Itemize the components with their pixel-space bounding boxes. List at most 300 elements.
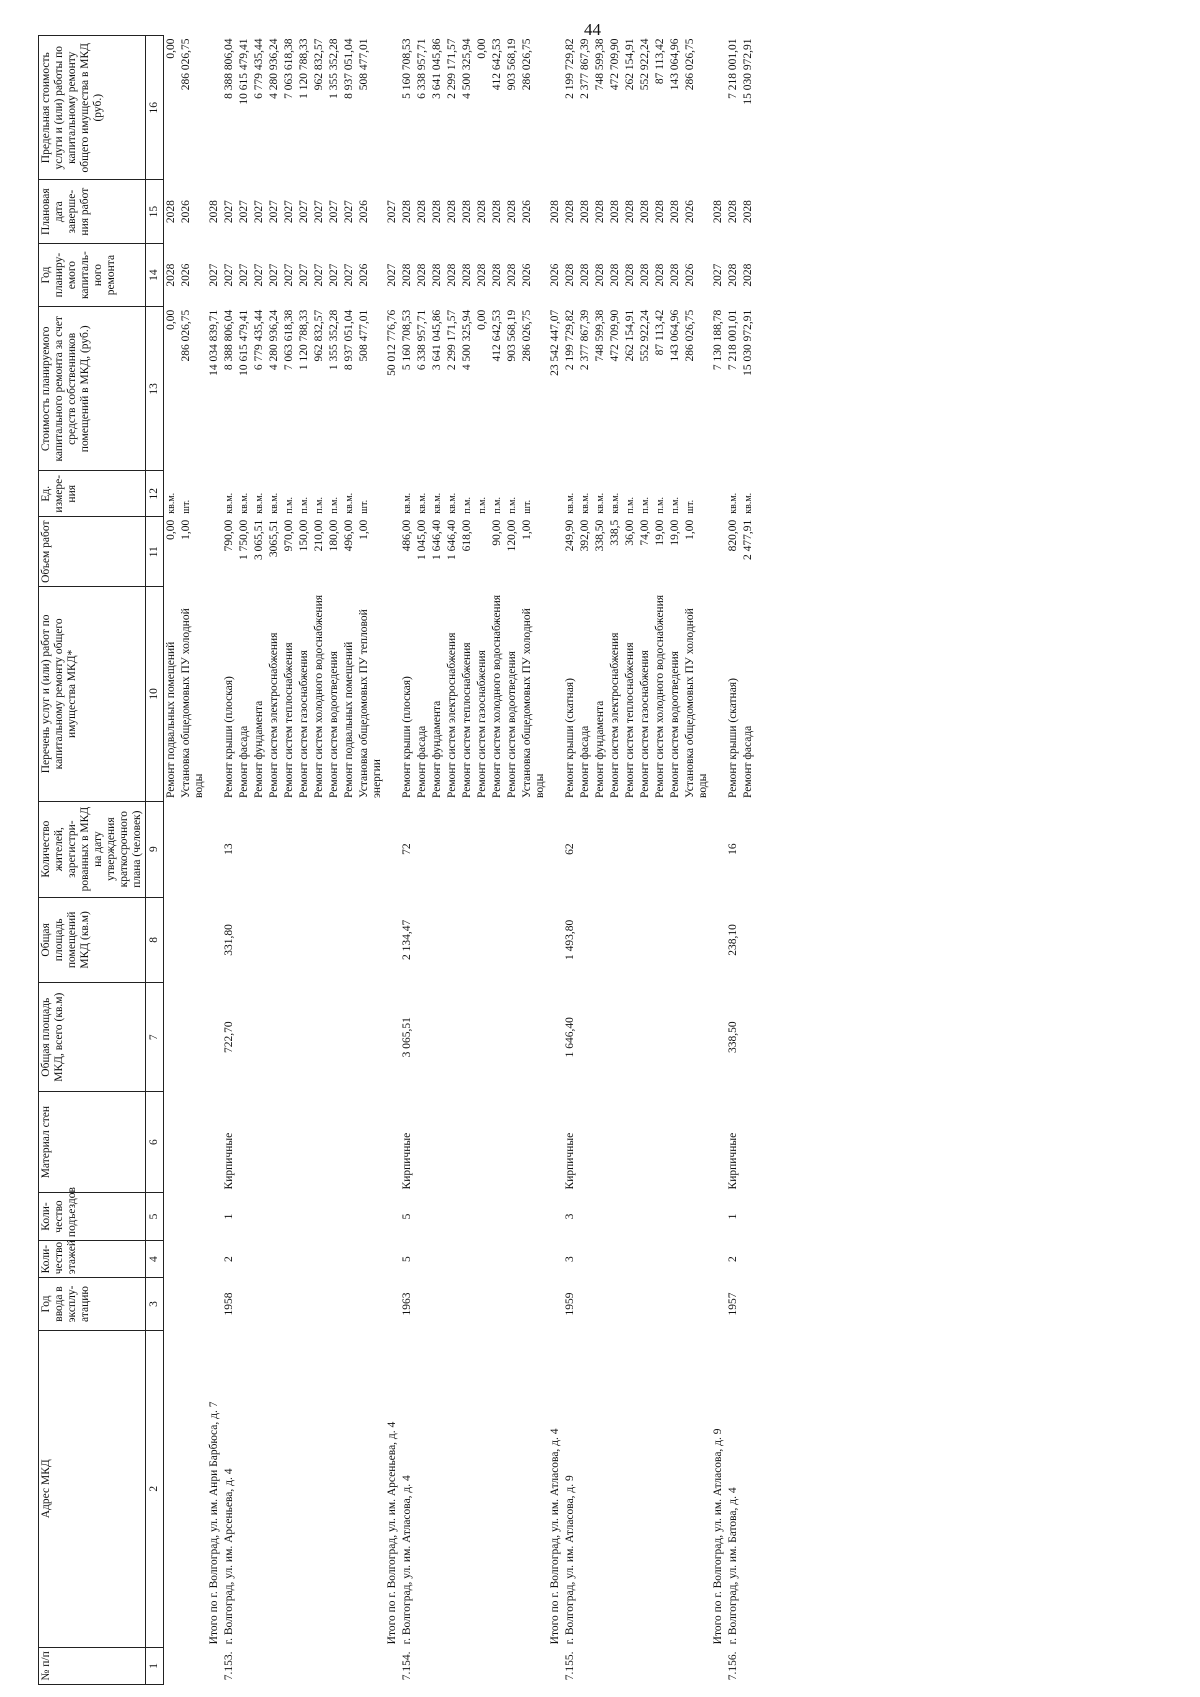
unit-cell: п.м. — [477, 497, 488, 514]
residents-cell — [297, 801, 312, 897]
work-volume-cell: 618,00 — [461, 519, 473, 552]
table-row — [490, 36, 505, 1685]
unit-cell — [711, 471, 726, 517]
planned-cost-cell: 2 199 729,82 — [564, 309, 576, 371]
row-number — [327, 1647, 342, 1684]
work-type-cell — [711, 587, 726, 801]
total-area-cell — [593, 983, 608, 1092]
floors-cell — [593, 1241, 608, 1278]
floors-cell — [460, 1241, 475, 1278]
completion-date-cell: 2028 — [564, 200, 576, 224]
completion-date-cell: 2028 — [491, 200, 503, 224]
column-header: Общая площадь МКД, всего (кв.м) — [39, 983, 146, 1092]
total-area-cell — [668, 983, 683, 1092]
limit-cost-cell: 10 615 479,41 — [238, 38, 250, 105]
row-number — [445, 1647, 460, 1684]
entrances-cell — [164, 1192, 180, 1240]
rooms-area-cell — [430, 897, 445, 982]
column-number: 4 — [146, 1241, 164, 1278]
address-cell — [608, 1330, 623, 1647]
address-cell: г. Волгоград, ул. им. Атласова, д. 9 — [564, 1475, 576, 1645]
residents-cell — [638, 801, 653, 897]
year-built-cell — [668, 1278, 683, 1330]
total-area-cell — [505, 983, 520, 1092]
completion-date-cell: 2028 — [669, 200, 681, 224]
row-number — [520, 1647, 548, 1684]
rooms-area-cell — [282, 897, 297, 982]
entrances-cell — [548, 1192, 563, 1240]
entrances-cell — [668, 1192, 683, 1240]
floors-cell — [475, 1241, 490, 1278]
completion-date-cell: 2027 — [253, 200, 265, 224]
planned-cost-cell: 87 113,42 — [654, 309, 666, 356]
work-volume-cell: 19,00 — [669, 519, 681, 546]
table-row — [623, 36, 638, 1685]
limit-cost-cell — [711, 36, 726, 180]
floors-cell — [267, 1241, 282, 1278]
residents-cell — [653, 801, 668, 897]
rooms-area-cell — [164, 897, 180, 982]
year-built-cell — [711, 1278, 726, 1330]
table-row — [608, 36, 623, 1685]
residents-cell — [593, 801, 608, 897]
rooms-area-cell — [608, 897, 623, 982]
total-area-cell: 1 646,40 — [564, 1017, 576, 1058]
planned-cost-cell: 7 218 001,01 — [727, 309, 739, 371]
floors-cell — [237, 1241, 252, 1278]
repair-year-cell: 2028 — [506, 263, 518, 287]
wall-material-cell — [578, 1092, 593, 1193]
repair-year-cell: 2028 — [579, 263, 591, 287]
total-area-cell — [282, 983, 297, 1092]
column-number: 9 — [146, 801, 164, 897]
table-row — [415, 36, 430, 1685]
row-number — [668, 1647, 683, 1684]
row-number — [475, 1647, 490, 1684]
address-cell — [668, 1330, 683, 1647]
residents-cell — [342, 801, 357, 897]
wall-material-cell — [207, 1092, 222, 1193]
year-built-cell: 1959 — [564, 1292, 576, 1316]
wall-material-cell — [623, 1092, 638, 1193]
work-volume-cell: 19,00 — [654, 519, 666, 546]
unit-cell — [548, 471, 563, 517]
column-number: 10 — [146, 587, 164, 801]
table-row — [179, 36, 207, 1685]
repair-year-cell: 2026 — [549, 263, 561, 287]
rooms-area-cell — [267, 897, 282, 982]
header-row — [39, 36, 146, 1685]
year-built-cell — [578, 1278, 593, 1330]
rooms-area-cell — [179, 897, 207, 982]
limit-cost-cell: 903 568,19 — [506, 38, 518, 91]
residents-cell: 72 — [401, 843, 413, 855]
column-header: № п/п — [39, 1647, 146, 1684]
table-row — [222, 36, 237, 1685]
wall-material-cell — [312, 1092, 327, 1193]
limit-cost-cell: 6 338 957,71 — [416, 38, 428, 99]
rooms-area-cell — [252, 897, 267, 982]
address-cell — [593, 1330, 608, 1647]
work-type-cell — [548, 587, 563, 801]
work-volume-cell: 338,5 — [609, 519, 621, 546]
residents-cell — [327, 801, 342, 897]
limit-cost-cell: 412 642,53 — [491, 38, 503, 91]
limit-cost-cell: 8 937 051,04 — [343, 38, 355, 99]
total-area-cell — [267, 983, 282, 1092]
column-header: Год планиру-емого капиталь-ного ремонта — [39, 243, 146, 306]
work-type-cell: Ремонт фасада — [238, 725, 250, 799]
planned-cost-cell: 7 130 188,78 — [712, 309, 724, 371]
rooms-area-cell — [741, 897, 756, 982]
column-header: Плановая дата заверше-ния работ — [39, 180, 146, 243]
row-number — [267, 1647, 282, 1684]
planned-cost-cell: 6 338 957,71 — [416, 309, 428, 371]
row-number — [623, 1647, 638, 1684]
work-volume-cell: 1,00 — [358, 519, 370, 540]
unit-cell: п.м. — [625, 497, 636, 514]
rooms-area-cell — [237, 897, 252, 982]
work-volume-cell — [475, 517, 490, 587]
table-row — [312, 36, 327, 1685]
residents-cell — [490, 801, 505, 897]
rooms-area-cell — [683, 897, 711, 982]
residents-cell — [385, 801, 400, 897]
table-row — [430, 36, 445, 1685]
completion-date-cell: 2028 — [401, 200, 413, 224]
entrances-cell — [475, 1192, 490, 1240]
limit-cost-cell: 143 064,96 — [669, 38, 681, 91]
work-type-cell: Ремонт подвальных помещений — [165, 641, 177, 799]
year-built-cell: 1963 — [401, 1292, 413, 1316]
repair-year-cell: 2028 — [416, 263, 428, 287]
planned-cost-cell: 552 922,24 — [639, 309, 651, 362]
unit-cell: п.м. — [284, 497, 295, 514]
unit-cell: п.м. — [462, 497, 473, 514]
floors-cell — [207, 1241, 222, 1278]
limit-cost-cell: 3 641 045,86 — [431, 38, 443, 99]
year-built-cell — [548, 1278, 563, 1330]
rooms-area-cell — [490, 897, 505, 982]
address-cell — [683, 1330, 711, 1647]
planned-cost-cell: 10 615 479,41 — [238, 309, 250, 376]
completion-date-cell: 2028 — [712, 200, 724, 224]
repair-year-cell: 2028 — [431, 263, 443, 287]
repair-year-cell: 2027 — [238, 263, 250, 287]
limit-cost-cell — [385, 36, 400, 180]
entrances-cell — [623, 1192, 638, 1240]
row-number — [179, 1647, 207, 1684]
total-area-cell — [608, 983, 623, 1092]
year-built-cell — [638, 1278, 653, 1330]
residents-cell — [460, 801, 475, 897]
unit-cell: кв.м. — [728, 492, 739, 514]
work-type-cell: Ремонт систем холодного водоснабжения — [654, 594, 666, 799]
address-cell: г. Волгоград, ул. им. Атласова, д. 4 — [401, 1475, 413, 1645]
subtotal-row — [711, 36, 726, 1685]
repair-year-cell: 2027 — [343, 263, 355, 287]
column-number-row — [146, 36, 164, 1685]
wall-material-cell — [505, 1092, 520, 1193]
work-volume-cell: 392,00 — [579, 519, 591, 552]
table-row — [563, 36, 578, 1685]
entrances-cell: 1 — [727, 1213, 739, 1220]
work-volume-cell: 1 646,40 — [431, 519, 443, 560]
address-cell — [179, 1330, 207, 1647]
entrances-cell — [312, 1192, 327, 1240]
planned-cost-cell: 286 026,75 — [521, 309, 533, 362]
entrances-cell — [683, 1192, 711, 1240]
work-type-cell: Установка общедомовых ПУ тепловой энергии — [358, 609, 383, 799]
total-area-cell: 338,50 — [727, 1021, 739, 1053]
total-area-cell — [653, 983, 668, 1092]
completion-date-cell: 2027 — [328, 200, 340, 224]
wall-material-cell — [653, 1092, 668, 1193]
wall-material-cell — [593, 1092, 608, 1193]
table-row — [653, 36, 668, 1685]
total-area-cell — [460, 983, 475, 1092]
address-cell — [237, 1330, 252, 1647]
year-built-cell — [490, 1278, 505, 1330]
repair-year-cell: 2028 — [461, 263, 473, 287]
planned-cost-cell: 0,00 — [165, 309, 177, 330]
entrances-cell — [179, 1192, 207, 1240]
total-area-cell — [357, 983, 385, 1092]
table-row — [267, 36, 282, 1685]
table-row — [400, 36, 415, 1685]
table-row — [741, 36, 756, 1685]
entrances-cell — [385, 1192, 400, 1240]
unit-cell: п.м. — [655, 497, 666, 514]
floors-cell — [164, 1241, 180, 1278]
row-number — [282, 1647, 297, 1684]
wall-material-cell — [252, 1092, 267, 1193]
repair-year-cell: 2027 — [223, 263, 235, 287]
year-built-cell — [164, 1278, 180, 1330]
year-built-cell: 1958 — [223, 1292, 235, 1316]
completion-date-cell: 2027 — [343, 200, 355, 224]
residents-cell — [357, 801, 385, 897]
limit-cost-cell: 286 026,75 — [180, 38, 192, 91]
floors-cell — [608, 1241, 623, 1278]
completion-date-cell: 2028 — [549, 200, 561, 224]
wall-material-cell — [415, 1092, 430, 1193]
table-row — [297, 36, 312, 1685]
year-built-cell — [357, 1278, 385, 1330]
repair-year-cell: 2028 — [727, 263, 739, 287]
completion-date-cell: 2026 — [180, 200, 192, 224]
work-type-cell: Ремонт систем газоснабжения — [476, 650, 488, 799]
table-row — [445, 36, 460, 1685]
column-header: Объем работ — [39, 517, 146, 587]
repair-year-cell: 2028 — [669, 263, 681, 287]
work-type-cell: Ремонт систем электроснабжения — [446, 632, 458, 799]
limit-cost-cell: 7 063 618,38 — [283, 38, 295, 99]
wall-material-cell: Кирпичные — [223, 1132, 235, 1190]
total-area-cell — [207, 983, 222, 1092]
table-row — [357, 36, 385, 1685]
row-number — [741, 1647, 756, 1684]
repair-year-cell: 2028 — [564, 263, 576, 287]
floors-cell — [385, 1241, 400, 1278]
wall-material-cell — [520, 1092, 548, 1193]
completion-date-cell: 2028 — [742, 200, 754, 224]
address-cell — [520, 1330, 548, 1647]
work-type-cell: Ремонт систем газоснабжения — [639, 650, 651, 799]
limit-cost-cell: 4 500 325,94 — [461, 38, 473, 99]
total-area-cell — [520, 983, 548, 1092]
table-row — [460, 36, 475, 1685]
year-built-cell — [327, 1278, 342, 1330]
column-header: Количество жителей, зарегистри-рованных в МКД на дату утверждения краткосрочного плана (человек) — [39, 801, 146, 897]
completion-date-cell: 2026 — [521, 200, 533, 224]
planned-cost-cell: 1 355 352,28 — [328, 309, 340, 371]
unit-cell: кв.м. — [610, 492, 621, 514]
floors-cell — [252, 1241, 267, 1278]
limit-cost-cell: 262 154,91 — [624, 38, 636, 91]
rooms-area-cell — [548, 897, 563, 982]
residents-cell — [578, 801, 593, 897]
residents-cell: 62 — [564, 843, 576, 855]
rooms-area-cell: 2 134,47 — [401, 919, 413, 960]
completion-date-cell: 2028 — [609, 200, 621, 224]
year-built-cell — [297, 1278, 312, 1330]
unit-cell: п.м. — [329, 497, 340, 514]
residents-cell — [415, 801, 430, 897]
wall-material-cell — [741, 1092, 756, 1193]
planned-cost-cell: 962 832,57 — [313, 309, 325, 362]
rooms-area-cell — [505, 897, 520, 982]
unit-cell: п.м. — [670, 497, 681, 514]
repair-year-cell: 2026 — [180, 263, 192, 287]
entrances-cell — [415, 1192, 430, 1240]
total-area-cell — [297, 983, 312, 1092]
work-volume-cell: 3065,51 — [268, 519, 280, 558]
unit-cell: кв.м. — [269, 492, 280, 514]
rooms-area-cell — [297, 897, 312, 982]
row-number — [653, 1647, 668, 1684]
unit-cell: кв.м. — [166, 492, 177, 514]
floors-cell — [179, 1241, 207, 1278]
limit-cost-cell: 8 388 806,04 — [223, 38, 235, 99]
residents-cell — [179, 801, 207, 897]
work-volume-cell — [711, 517, 726, 587]
completion-date-cell: 2027 — [313, 200, 325, 224]
work-volume-cell: 150,00 — [298, 519, 310, 552]
address-cell — [415, 1330, 430, 1647]
row-number — [415, 1647, 430, 1684]
limit-cost-cell: 4 280 936,24 — [268, 38, 280, 99]
year-built-cell — [415, 1278, 430, 1330]
row-number — [430, 1647, 445, 1684]
row-number — [342, 1647, 357, 1684]
repair-year-cell: 2028 — [609, 263, 621, 287]
wall-material-cell — [490, 1092, 505, 1193]
column-header: Год ввода в эксплу-атацию — [39, 1278, 146, 1330]
total-area-cell — [312, 983, 327, 1092]
work-type-cell: Ремонт фасада — [416, 725, 428, 799]
limit-cost-cell: 6 779 435,44 — [253, 38, 265, 99]
entrances-cell: 5 — [401, 1213, 413, 1220]
wall-material-cell — [267, 1092, 282, 1193]
completion-date-cell: 2028 — [594, 200, 606, 224]
address-cell — [623, 1330, 638, 1647]
residents-cell — [430, 801, 445, 897]
rooms-area-cell — [653, 897, 668, 982]
floors-cell — [505, 1241, 520, 1278]
work-volume-cell: 496,00 — [343, 519, 355, 552]
planned-cost-cell: 412 642,53 — [491, 309, 503, 362]
rooms-area-cell: 331,80 — [223, 924, 235, 956]
work-type-cell: Ремонт крыши (скатная) — [727, 678, 739, 799]
planned-cost-cell: 4 500 325,94 — [461, 309, 473, 371]
column-header: Адрес МКД — [39, 1330, 146, 1647]
column-number: 14 — [146, 243, 164, 306]
row-number — [385, 1647, 400, 1684]
total-area-cell — [164, 983, 180, 1092]
table-row — [668, 36, 683, 1685]
rooms-area-cell — [312, 897, 327, 982]
subtotal-row — [385, 36, 400, 1685]
row-number: 7.154. — [401, 1651, 413, 1681]
total-area-cell — [179, 983, 207, 1092]
repair-year-cell: 2027 — [386, 263, 398, 287]
rooms-area-cell — [207, 897, 222, 982]
residents-cell — [164, 801, 180, 897]
year-built-cell — [282, 1278, 297, 1330]
residents-cell — [741, 801, 756, 897]
floors-cell — [415, 1241, 430, 1278]
planned-cost-cell: 4 280 936,24 — [268, 309, 280, 371]
address-cell — [460, 1330, 475, 1647]
work-type-cell: Ремонт фасада — [579, 725, 591, 799]
wall-material-cell — [460, 1092, 475, 1193]
floors-cell: 5 — [401, 1256, 413, 1263]
entrances-cell: 3 — [564, 1213, 576, 1220]
work-volume-cell: 2 477,91 — [742, 519, 754, 560]
repair-year-cell: 2028 — [476, 263, 488, 287]
work-volume-cell: 180,00 — [328, 519, 340, 552]
unit-cell: шт. — [181, 499, 192, 514]
entrances-cell — [741, 1192, 756, 1240]
planned-cost-cell: 14 034 839,71 — [208, 309, 220, 376]
capital-repair-table — [38, 35, 756, 1685]
limit-cost-cell: 472 709,90 — [609, 38, 621, 91]
floors-cell: 2 — [727, 1256, 739, 1263]
repair-year-cell: 2027 — [712, 263, 724, 287]
year-built-cell — [252, 1278, 267, 1330]
entrances-cell — [207, 1192, 222, 1240]
wall-material-cell — [164, 1092, 180, 1193]
wall-material-cell — [711, 1092, 726, 1193]
entrances-cell — [593, 1192, 608, 1240]
work-volume-cell: 486,00 — [401, 519, 413, 552]
address-cell — [267, 1330, 282, 1647]
floors-cell — [282, 1241, 297, 1278]
wall-material-cell — [445, 1092, 460, 1193]
work-volume-cell: 1,00 — [521, 519, 533, 540]
total-area-cell — [638, 983, 653, 1092]
limit-cost-cell: 87 113,42 — [654, 38, 666, 85]
work-volume-cell: 1 750,00 — [238, 519, 250, 560]
unit-cell: п.м. — [640, 497, 651, 514]
unit-cell: кв.м. — [565, 492, 576, 514]
repair-year-cell: 2027 — [298, 263, 310, 287]
floors-cell — [490, 1241, 505, 1278]
row-number: 7.153. — [223, 1651, 235, 1681]
work-type-cell: Ремонт подвальных помещений — [343, 641, 355, 799]
limit-cost-cell: 2 199 729,82 — [564, 38, 576, 99]
